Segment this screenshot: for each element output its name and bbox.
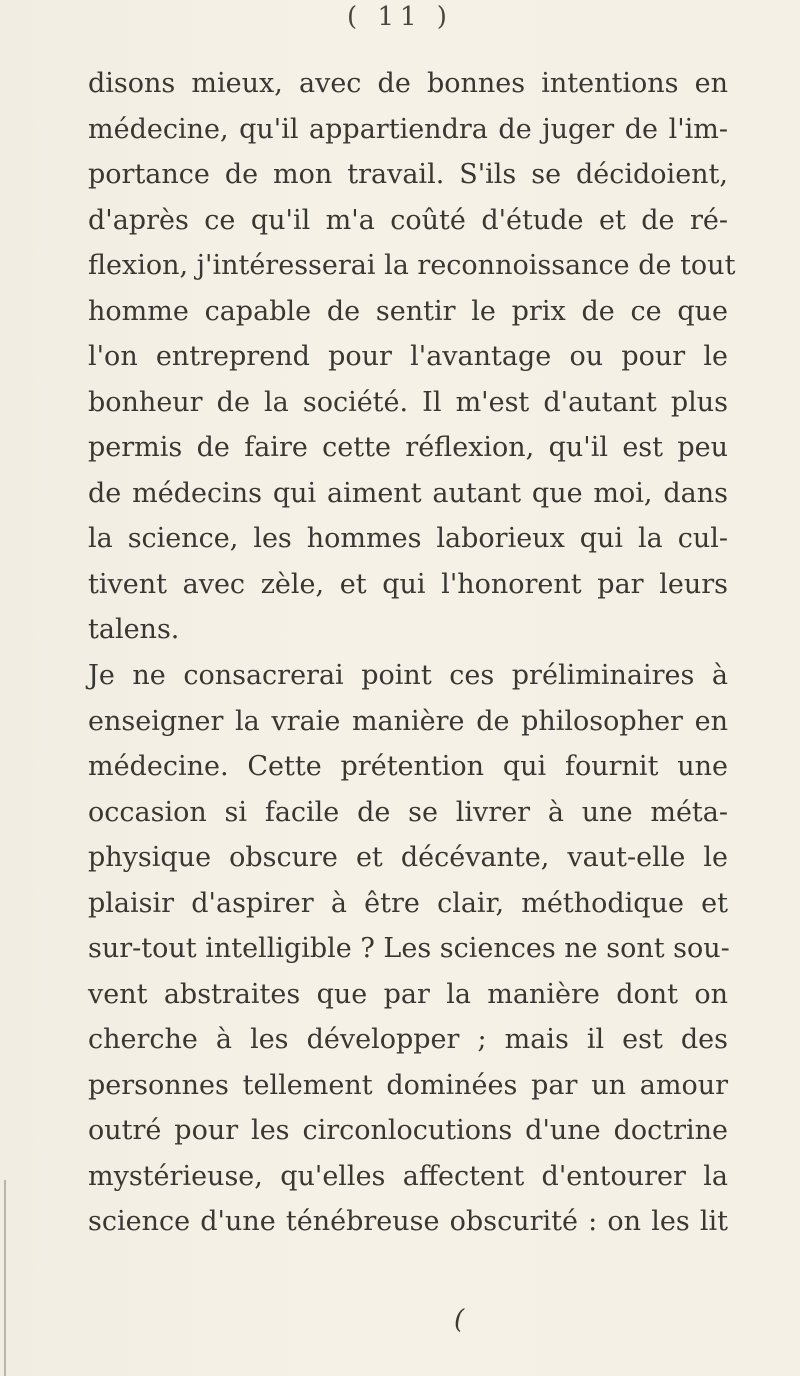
text-line: sur-tout intelligible ? Les sciences ne sont sou- — [88, 933, 730, 964]
text-line: outré pour les circonlocutions d'une doctrine — [88, 1115, 728, 1146]
text-line: personnes tellement dominées par un amour — [88, 1069, 728, 1101]
text-line: cherche à les développer ; mais il est des — [88, 1024, 728, 1055]
text-line: médecine, qu'il appartiendra de juger de l'im- — [88, 113, 728, 145]
text-line: l'on entreprend pour l'avantage ou pour le — [88, 341, 728, 372]
text-line: talens. — [88, 614, 180, 645]
text-line: homme capable de sentir le prix de ce que — [88, 295, 728, 327]
text-line: flexion, j'intéresserai la reconnoissance de tout — [88, 250, 736, 281]
text-line: mystérieuse, qu'elles affectent d'entourer la — [88, 1160, 728, 1192]
catchword: ( — [454, 1305, 465, 1335]
text-line: Je ne consacrerai point ces préliminaires à — [88, 660, 728, 691]
text-line: occasion si facile de se livrer à une méta- — [88, 796, 728, 828]
text-line: la science, les hommes laborieux qui la cul- — [88, 523, 728, 554]
text-line: portance de mon travail. S'ils se décidoient, — [88, 159, 728, 190]
text-line: science d'une ténébreuse obscurité : on les lit — [88, 1206, 728, 1237]
text-line: tivent avec zèle, et qui l'honorent par leurs — [88, 568, 728, 600]
text-line: médecine. Cette prétention qui fournit une — [88, 751, 728, 782]
paragraph-1 — [88, 61, 736, 653]
page-number: ( 11 ) — [347, 2, 453, 32]
text-line: de médecins qui aiment autant que moi, dans — [88, 477, 728, 509]
text-line: physique obscure et décévante, vaut-elle le — [88, 842, 728, 873]
text-line: enseigner la vraie manière de philosopher en — [88, 705, 728, 737]
page-edge-shadow — [4, 1180, 6, 1376]
text-line: plaisir d'aspirer à être clair, méthodique et — [88, 887, 728, 919]
paragraph-2 — [88, 653, 728, 1245]
text-line: bonheur de la société. Il m'est d'autant plus — [88, 386, 728, 418]
text-line: disons mieux, avec de bonnes intentions en — [88, 68, 728, 99]
text-line: permis de faire cette réflexion, qu'il est peu — [88, 432, 728, 463]
text-line: d'après ce qu'il m'a coûté d'étude et de ré- — [88, 204, 728, 236]
text-line: vent abstraites que par la manière dont on — [88, 978, 728, 1010]
